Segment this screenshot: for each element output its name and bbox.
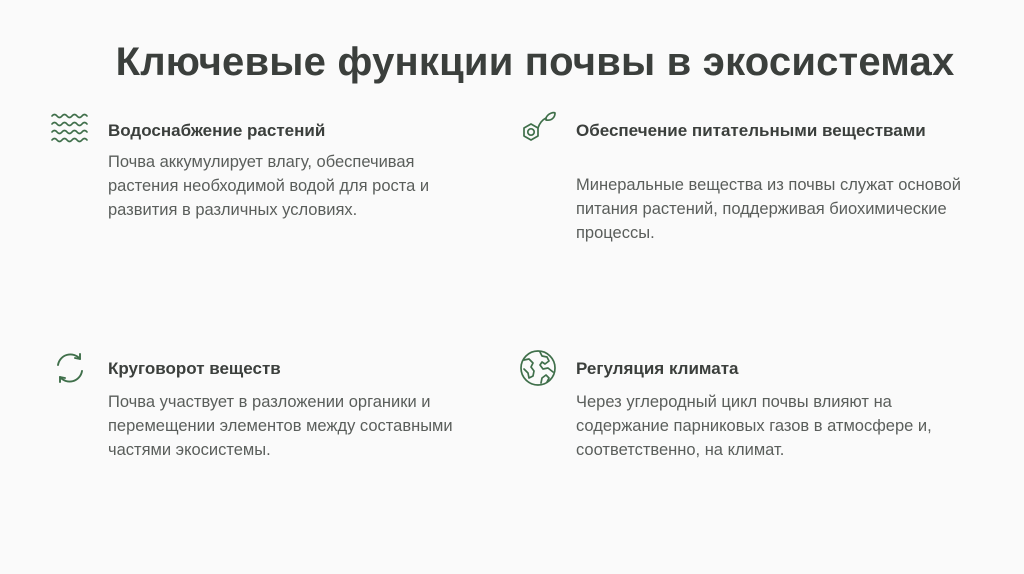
- card-heading: Регуляция климата: [576, 359, 739, 378]
- water-waves-icon: [50, 110, 90, 150]
- card-heading: Водоснабжение растений: [108, 121, 326, 140]
- globe-icon: [518, 348, 558, 388]
- card-heading: Круговорот веществ: [108, 359, 281, 378]
- card-text: Почва аккумулирует влагу, обеспечивая растения необходимой водой для роста и развития в различных условиях.: [108, 153, 430, 219]
- recycle-arrows-icon: [50, 348, 90, 388]
- card-text: Минеральные вещества из почвы служат основой питания растений, поддерживая биохимические процессы.: [576, 176, 961, 242]
- card-text: Через углеродный цикл почвы влияют на содержание парниковых газов в атмосфере и, соответственно, на климат.: [576, 393, 932, 459]
- card-text: Почва участвует в разложении органики и перемещении элементов между составными частями экосистемы.: [108, 393, 453, 459]
- sprout-gear-icon: [518, 110, 558, 150]
- slide-title: Ключевые функции почвы в экосистемах: [115, 40, 955, 84]
- card-heading: Обеспечение питательными веществами: [576, 121, 926, 140]
